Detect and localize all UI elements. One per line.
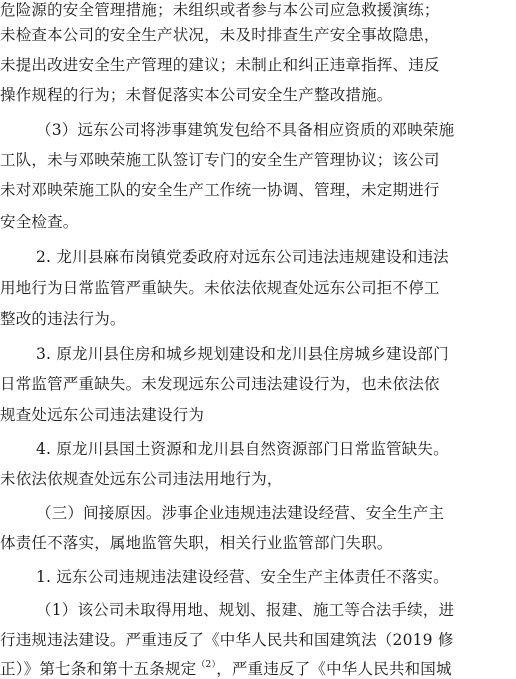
paragraph-first-line: （3）远东公司将涉事建筑发包给不具备相应资质的邓映荣施 [36,121,455,139]
text-line: 规查处远东公司违法建设行为 [0,406,205,424]
text-line: 体责任不落实，属地监管失职，相关行业监管部门失职。 [0,534,393,552]
text-line: 未提出改进安全生产管理的建议；未制止和纠正违章指挥、违反 [0,56,440,74]
text-line: 危险源的安全管理措施；未组织或者参与本公司应急救援演练； [0,1,440,19]
text-segment: 正）》第七条和第十五条规定 [0,660,197,678]
text-line [0,659,516,679]
text-line: 未对邓映荣施工队的安全生产工作统一协调、管理，未定期进行 [0,181,440,199]
text-line: 用地行为日常监管严重缺失。未依法依规查处远东公司拒不停工 [0,279,440,297]
text-line: 未检查本公司的安全生产状况，未及时排查生产安全事故隐患， [0,26,440,44]
paragraph-first-line: 2. 龙川县麻布岗镇党委政府对远东公司违法违规建设和违法 [36,248,449,266]
paragraph-first-line: 3. 原龙川县住房和城乡规划建设和龙川县住房城乡建设部门 [36,345,449,363]
text-line: 整改的违法行为。 [0,310,126,328]
text-line: 行违规违法建设。严重违反了《中华人民共和国建筑法（2019 修 [0,631,454,649]
paragraph-first-line: （1）该公司未取得用地、规划、报建、施工等合法手续，进 [36,601,455,619]
text-segment: ，严重违反了《中华人民共和国城 [216,660,452,678]
footnote-marker: （2） [196,660,217,670]
text-line: 操作规程的行为；未督促落实本公司安全生产整改措施。 [0,86,393,104]
paragraph-first-line: （三）间接原因。涉事企业违规违法建设经营、安全生产主 [36,504,445,522]
paragraph-first-line: 1. 远东公司违规违法建设经营、安全生产主体责任不落实。 [36,568,449,586]
text-line: 工队，未与邓映荣施工队签订专门的安全生产管理协议；该公司 [0,151,440,169]
text-line: 未依法依规查处远东公司违法用地行为， [0,470,283,488]
paragraph-first-line: 4. 原龙川县国土资源和龙川县自然资源部门日常监管缺失。 [36,440,449,458]
text-line: 日常监管严重缺失。未发现远东公司违法建设行为，也未依法依 [0,375,440,393]
text-line: 安全检查。 [0,213,79,231]
